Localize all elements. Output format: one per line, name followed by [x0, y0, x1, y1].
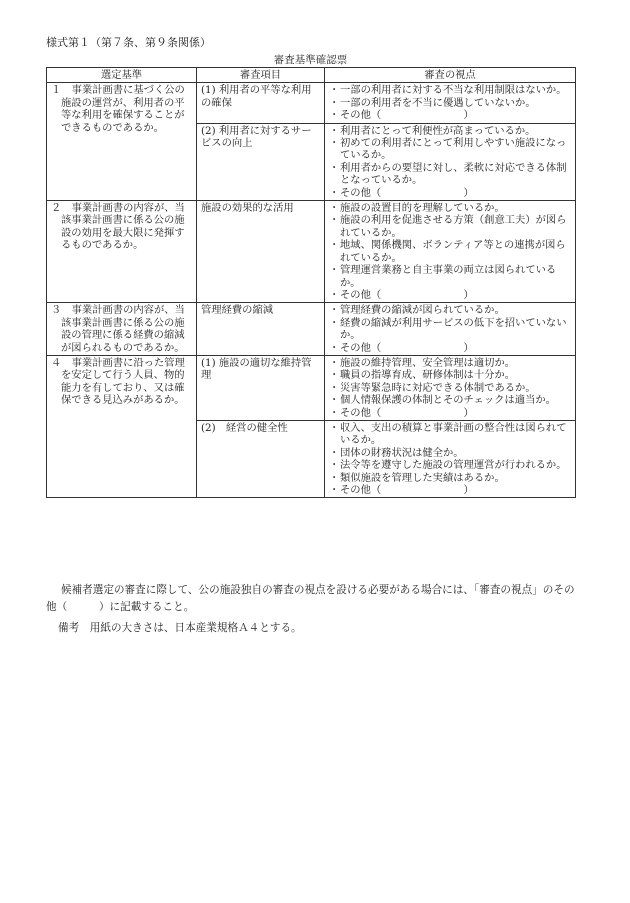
bullet-glyph: ・ [329, 369, 340, 382]
form-label: 様式第１（第７条、第９条関係） [46, 36, 211, 49]
viewpoint-cell [325, 420, 576, 497]
bullet-glyph: ・ [329, 161, 340, 174]
table-body [47, 83, 576, 498]
bullet-glyph: ・ [329, 202, 340, 215]
viewpoint-text: 団体の財務状況は健全か。 [340, 446, 464, 459]
review-item-text: 管理経費の縮減 [201, 304, 274, 317]
viewpoint-item [329, 162, 572, 187]
bullet-glyph: ・ [329, 341, 340, 354]
viewpoint-item [329, 109, 572, 121]
viewpoint-item [329, 317, 572, 342]
viewpoint-text: 類似施設を管理した実績はあるか。 [340, 471, 505, 484]
bullet-glyph: ・ [329, 394, 340, 407]
criterion-text: ２ 事業計画書の内容が、当該事業計画書に係る公の施設の効用を最大限に発揮するものであるか。 [51, 202, 185, 252]
viewpoint-item [329, 407, 572, 419]
bullet-glyph: ・ [329, 471, 340, 484]
viewpoint-text: その他（ ） [340, 109, 474, 122]
bullet-glyph: ・ [329, 381, 340, 394]
viewpoint-text: その他（ ） [340, 288, 474, 301]
viewpoint-text: その他（ ） [340, 341, 474, 354]
bullet-glyph: ・ [329, 214, 340, 227]
viewpoint-item [329, 84, 572, 96]
note-paragraph: 候補者選定の審査に際して、公の施設独自の審査の視点を設ける必要がある場合には、「審査の視点」のその他（ ）に記載すること。 [46, 584, 575, 613]
bullet-glyph: ・ [329, 109, 340, 122]
review-item-cell [197, 420, 325, 497]
review-item-cell [197, 201, 325, 303]
viewpoint-text: その他（ ） [340, 406, 474, 419]
bullet-glyph: ・ [329, 137, 340, 150]
viewpoint-item [329, 125, 572, 137]
table-header-row [47, 68, 576, 83]
viewpoint-item [329, 239, 572, 264]
bullet-glyph: ・ [329, 356, 340, 369]
viewpoint-list [329, 84, 572, 121]
bullet-glyph: ・ [329, 304, 340, 317]
column-header-item: 審査項目 [197, 68, 325, 83]
viewpoint-text: 経費の縮減が利用サービスの低下を招いていないか。 [340, 316, 567, 342]
bullet-glyph: ・ [329, 316, 340, 329]
review-item-cell [197, 303, 325, 356]
table-row [47, 355, 576, 420]
review-item-text: (2) 経営の健全性 [201, 421, 288, 434]
criterion-cell [47, 303, 197, 356]
viewpoint-text: 法令等を遵守した施設の管理運営が行われるか。 [340, 459, 567, 472]
viewpoint-item [329, 394, 572, 406]
criterion-cell [47, 83, 197, 201]
viewpoint-item [329, 447, 572, 459]
viewpoint-item [329, 202, 572, 214]
viewpoint-item [329, 187, 572, 199]
review-item-text: (1) 施設の適切な維持管理 [201, 356, 312, 382]
viewpoint-text: その他（ ） [340, 484, 474, 496]
criterion-text: ３ 事業計画書の内容が、当該事業計画書に係る公の施設の管理に係る経費の縮減が図られるものであるか。 [51, 304, 185, 354]
criteria-table [46, 67, 576, 498]
table-row [47, 303, 576, 356]
viewpoint-text: 一部の利用者を不当に優遇していないか。 [340, 96, 536, 109]
viewpoint-text: 収入、支出の積算と事業計画の整合性は図られているか。 [340, 421, 567, 447]
viewpoint-text: 職員の指導育成、研修体制は十分か。 [340, 369, 516, 382]
viewpoint-item [329, 382, 572, 394]
bullet-glyph: ・ [329, 446, 340, 459]
viewpoint-text: 地域、関係機関、ボランティア等との連携が図られているか。 [340, 239, 566, 264]
review-item-text: 施設の効果的な活用 [201, 202, 294, 215]
criterion-cell [47, 201, 197, 303]
viewpoint-text: 管理経費の縮減が図られているか。 [340, 304, 505, 317]
bullet-glyph: ・ [329, 124, 340, 137]
viewpoint-item [329, 459, 572, 471]
viewpoint-text: 施設の維持管理、安全管理は適切か。 [340, 356, 516, 369]
viewpoint-text: 一部の利用者に対する不当な利用制限はないか。 [340, 84, 567, 97]
remarks-paragraph: 備考 用紙の大きさは、日本産業規格Ａ４とする。 [58, 622, 302, 634]
review-item-text: (2) 利用者に対するサービスの向上 [201, 124, 312, 150]
viewpoint-cell [325, 355, 576, 420]
bullet-glyph: ・ [329, 288, 340, 301]
table-row [47, 201, 576, 303]
viewpoint-list [329, 202, 572, 301]
viewpoint-list [329, 422, 572, 496]
table-title: 審査基準確認票 [273, 54, 348, 66]
criterion-text: １ 事業計画書に基づく公の施設の運営が、利用者の平等な利用を確保することができるものであるか。 [51, 84, 185, 134]
bullet-glyph: ・ [329, 96, 340, 109]
viewpoint-list [329, 304, 572, 354]
bullet-glyph: ・ [329, 484, 340, 496]
viewpoint-text: 利用者にとって利便性が高まっているか。 [340, 124, 536, 137]
bullet-glyph: ・ [329, 264, 340, 277]
bullet-glyph: ・ [329, 459, 340, 472]
viewpoint-text: 個人情報保護の体制とそのチェックは適当か。 [340, 394, 556, 407]
viewpoint-cell [325, 123, 576, 200]
viewpoint-text: 施設の設置目的を理解しているか。 [340, 202, 505, 215]
bullet-glyph: ・ [329, 239, 340, 252]
viewpoint-cell [325, 201, 576, 303]
viewpoint-item [329, 214, 572, 239]
viewpoint-text: その他（ ） [340, 186, 474, 199]
viewpoint-item [329, 97, 572, 109]
viewpoint-item [329, 357, 572, 369]
column-header-criteria: 選定基準 [47, 68, 197, 83]
viewpoint-item [329, 289, 572, 301]
viewpoint-text: 利用者からの要望に対し、柔軟に対応できる体制となっているか。 [340, 161, 567, 187]
viewpoint-text: 災害等緊急時に対応できる体制であるか。 [340, 381, 536, 394]
review-item-cell [197, 123, 325, 200]
viewpoint-item [329, 422, 572, 447]
viewpoint-list [329, 125, 572, 199]
viewpoint-item [329, 342, 572, 354]
viewpoint-item [329, 472, 572, 484]
viewpoint-cell [325, 303, 576, 356]
bullet-glyph: ・ [329, 406, 340, 419]
viewpoint-cell [325, 83, 576, 123]
viewpoint-list [329, 357, 572, 419]
bullet-glyph: ・ [329, 84, 340, 97]
viewpoint-item [329, 264, 572, 289]
review-item-cell [197, 83, 325, 123]
bullet-glyph: ・ [329, 421, 340, 434]
viewpoint-text: 管理運営業務と自主事業の両立は図られているか。 [340, 264, 557, 289]
review-item-text: (1) 利用者の平等な利用の確保 [201, 84, 312, 109]
review-item-cell [197, 355, 325, 420]
criterion-cell [47, 355, 197, 497]
viewpoint-text: 初めての利用者にとって利用しやすい施設になっているか。 [340, 137, 567, 162]
viewpoint-item [329, 484, 572, 496]
viewpoint-text: 施設の利用を促進させる方策（創意工夫）が図られているか。 [340, 214, 567, 239]
table-row [47, 83, 576, 123]
viewpoint-item [329, 369, 572, 381]
bullet-glyph: ・ [329, 186, 340, 199]
criterion-text: ４ 事業計画書に沿った管理を安定して行う人員、物的能力を有しており、又は確保できる見込みがあるか。 [51, 356, 185, 407]
column-header-viewpoint: 審査の視点 [325, 68, 576, 83]
viewpoint-item [329, 304, 572, 316]
viewpoint-item [329, 137, 572, 162]
